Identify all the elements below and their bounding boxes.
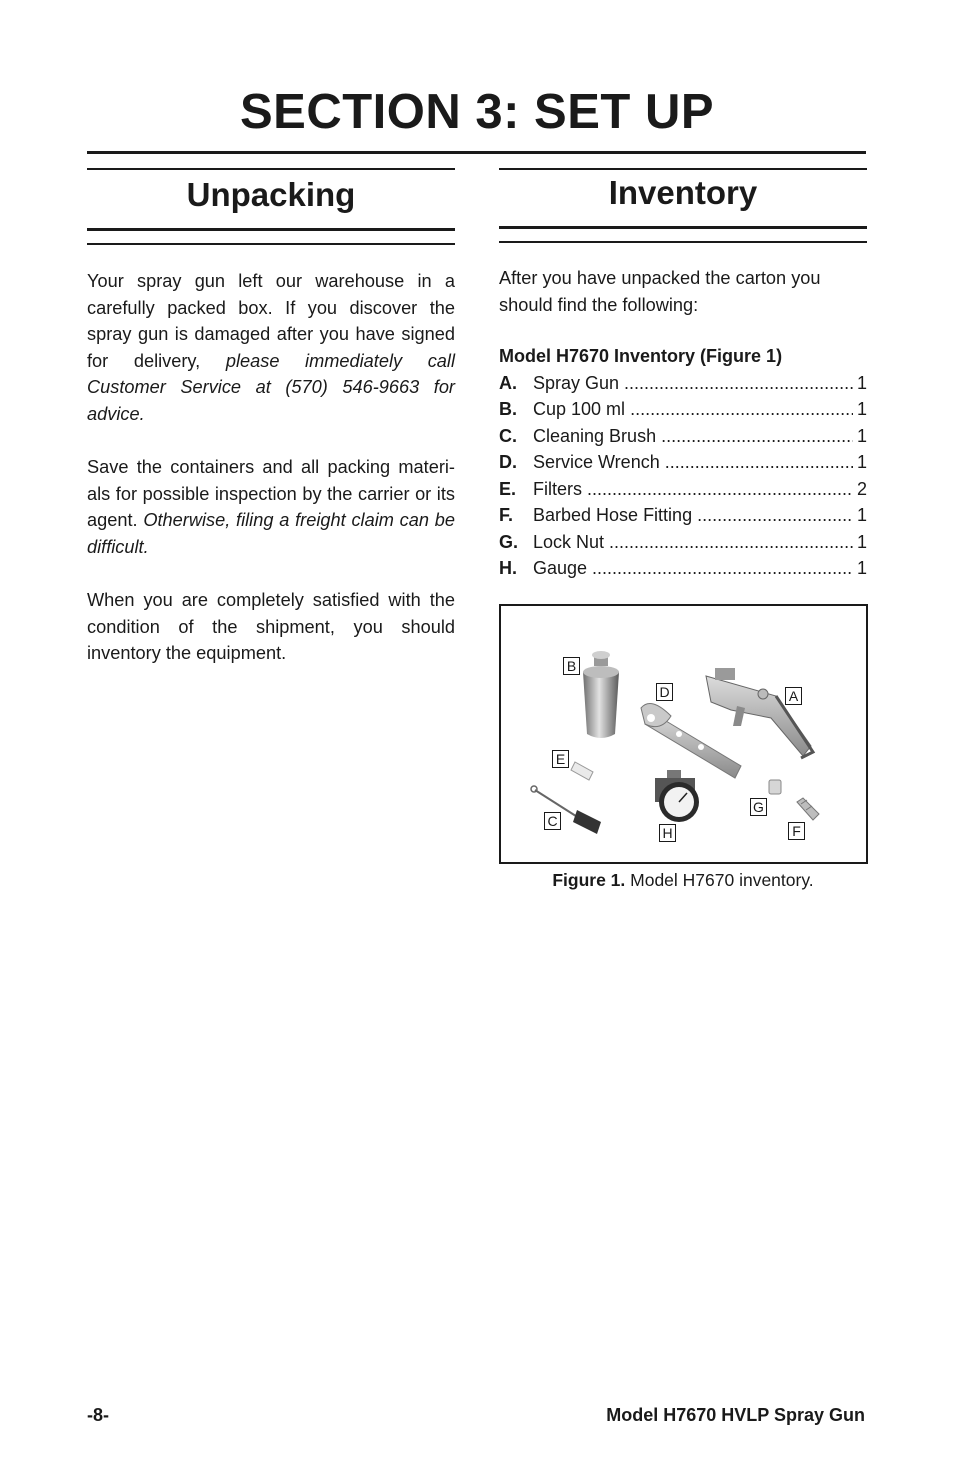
page-number: -8- <box>87 1405 109 1425</box>
item-letter: C. <box>499 426 517 446</box>
item-qty: 1 <box>856 505 867 525</box>
unpacking-heading-rule-thin <box>87 243 455 245</box>
item-letter: B. <box>499 399 517 419</box>
section-title: SECTION 3: SET UP <box>239 85 715 139</box>
spray-gun-icon <box>706 668 813 758</box>
title-rule <box>87 151 866 154</box>
cup-icon <box>583 651 619 738</box>
item-letter: A. <box>499 373 517 393</box>
footer-model: Model H7670 HVLP Spray Gun <box>606 1405 865 1425</box>
item-name: Spray Gun ..... <box>533 373 853 394</box>
item-letter: F. <box>499 505 514 525</box>
unpacking-p1-text: Your spray gun left our warehouse in a carefully packed box. If you discover the spray gun is damaged after you have signed for delivery, <box>87 271 455 371</box>
figure-caption-text: Model H7670 inventory. <box>625 870 814 890</box>
unpacking-top-rule <box>87 168 455 170</box>
brush-icon <box>531 786 601 834</box>
item-qty: 1 <box>856 558 867 578</box>
unpacking-heading: Unpacking <box>186 176 356 213</box>
figure-label-d: D <box>656 683 673 701</box>
unpacking-heading-rule <box>87 228 455 231</box>
item-name: Filters ..... <box>533 479 853 500</box>
item-qty: 1 <box>856 452 867 472</box>
figure-label-b: B <box>563 657 580 675</box>
inventory-item-h <box>499 558 867 584</box>
item-qty: 1 <box>856 373 867 393</box>
inventory-item-e <box>499 479 867 505</box>
figure-label-e: E <box>552 750 569 768</box>
item-name: Lock Nut ..... <box>533 532 853 553</box>
inventory-heading-rule-thin <box>499 241 867 243</box>
item-name: Cup 100 ml ..... <box>533 399 853 420</box>
lock-nut-icon <box>769 780 781 794</box>
item-letter: G. <box>499 532 519 552</box>
figure-label-g: G <box>750 798 767 816</box>
inventory-item-a <box>499 373 867 399</box>
unpacking-p1-italic: please immediately call Customer Service at (570) 546-9663 for advice. <box>87 350 455 424</box>
unpacking-p2-italic: Otherwise, filing a freight claim can be difficult. <box>87 510 455 557</box>
inventory-intro: After you have unpacked the carton you should find the following: <box>499 268 821 315</box>
item-name: Service Wrench ..... <box>533 452 853 473</box>
item-name: Cleaning Brush ..... <box>533 426 853 447</box>
item-qty: 1 <box>856 426 867 446</box>
item-letter: H. <box>499 558 517 578</box>
inventory-item-b <box>499 399 867 425</box>
unpacking-paragraph-3: When you are completely satisfied with the condition of the shipment, you should inventory the equipment. <box>87 590 455 663</box>
item-name: Gauge ..... <box>533 558 853 579</box>
hose-fitting-icon <box>797 798 819 820</box>
inventory-heading-rule <box>499 226 867 229</box>
item-letter: D. <box>499 452 517 472</box>
item-qty: 2 <box>856 479 867 499</box>
inventory-item-f <box>499 505 867 531</box>
unpacking-paragraph-1 <box>87 268 455 427</box>
inventory-item-d <box>499 452 867 478</box>
figure-label-c: C <box>544 812 561 830</box>
item-qty: 1 <box>856 532 867 552</box>
inventory-figure <box>499 604 868 864</box>
filter-icon <box>571 762 593 780</box>
figure-label-h: H <box>659 824 676 842</box>
inventory-heading: Inventory <box>608 174 758 211</box>
figure-label-a: A <box>785 687 802 705</box>
figure-label-f: F <box>788 822 805 840</box>
inventory-top-rule <box>499 168 867 170</box>
unpacking-p2-text: Save the containers and all packing materi-als for possible inspection by the carrier or its agent. <box>87 457 455 530</box>
figure-caption-label: Figure 1. <box>552 870 626 890</box>
item-name: Barbed Hose Fitting ..... <box>533 505 853 526</box>
item-qty: 1 <box>856 399 867 419</box>
inventory-item-g <box>499 532 867 558</box>
inventory-list-title: Model H7670 Inventory (Figure 1) <box>499 346 783 366</box>
inventory-item-c <box>499 426 867 452</box>
figure-caption <box>499 870 867 891</box>
gauge-icon <box>655 770 699 822</box>
item-letter: E. <box>499 479 517 499</box>
wrench-icon <box>641 704 741 779</box>
unpacking-paragraph-2 <box>87 454 455 560</box>
